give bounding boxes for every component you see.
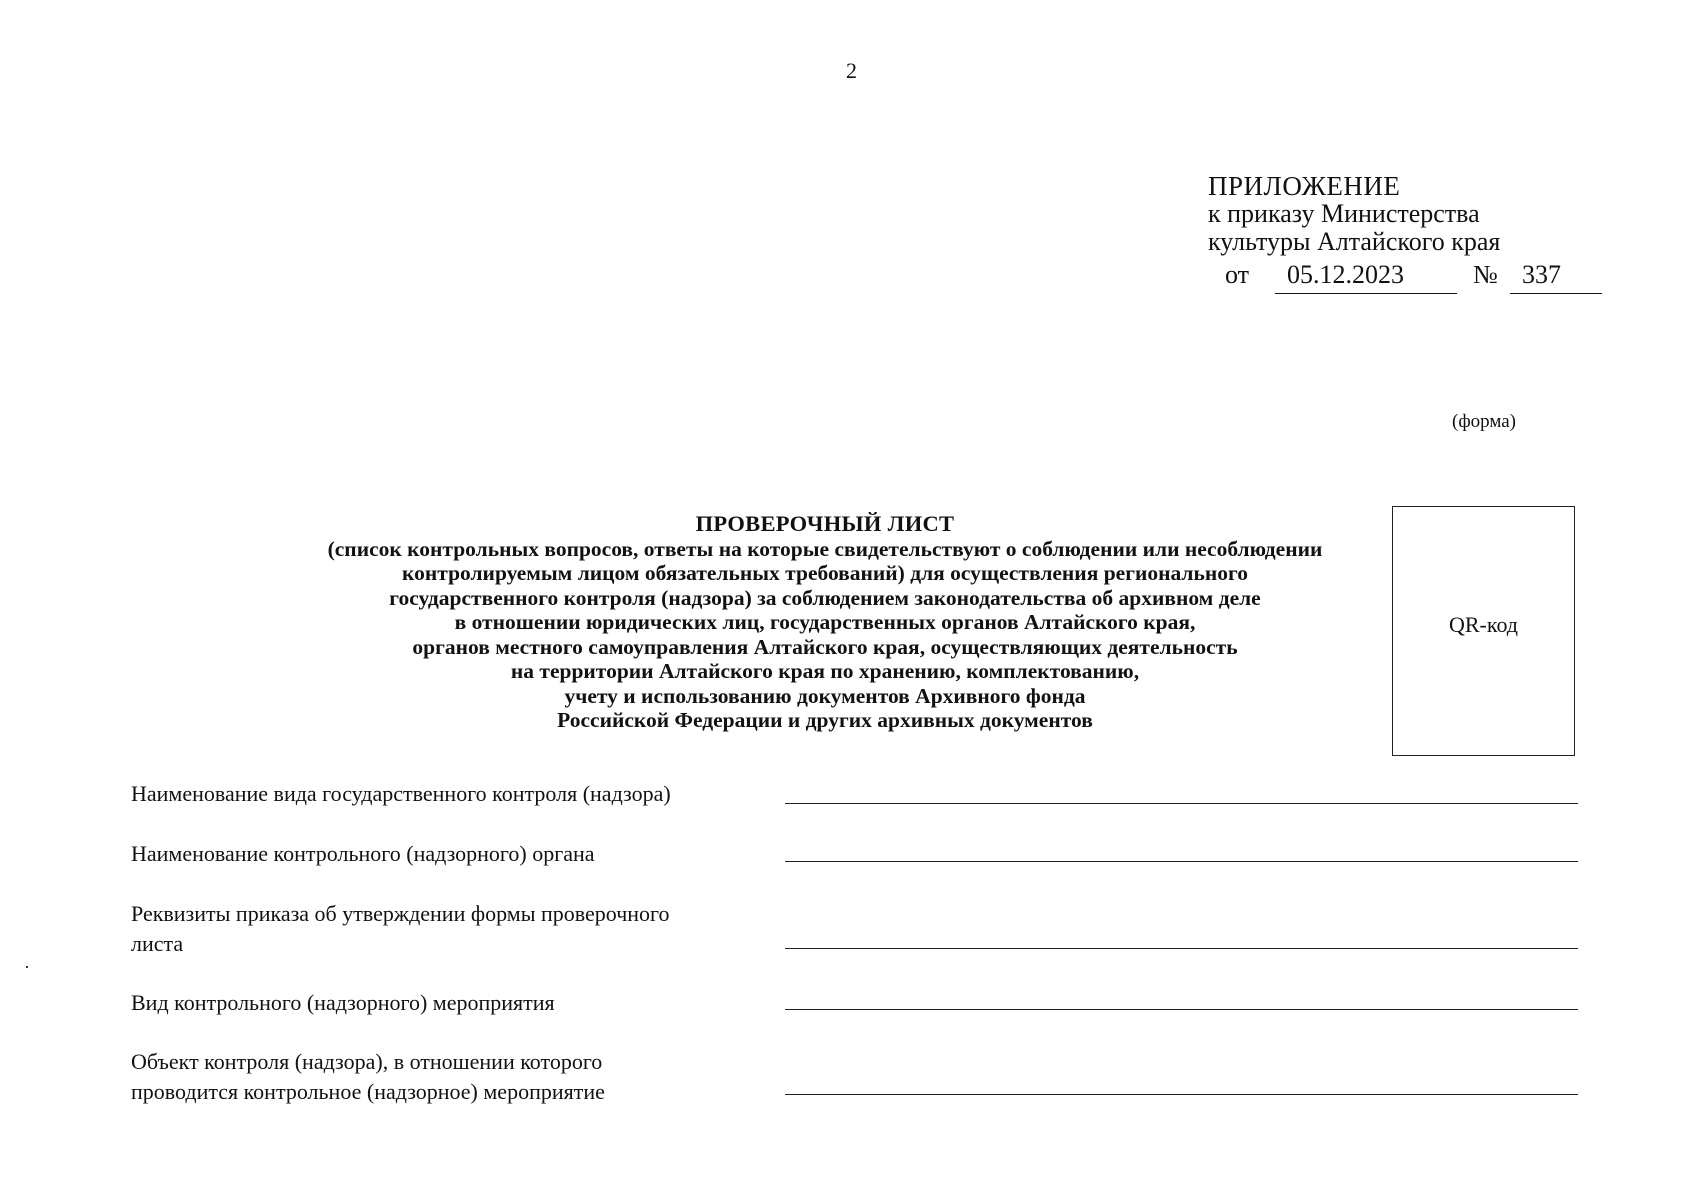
heading-line: (список контрольных вопросов, ответы на которые свидетельствуют о соблюдении или несоблюдении — [327, 536, 1323, 561]
appendix-title: ПРИЛОЖЕНИЕ — [1208, 171, 1401, 201]
field-label: Реквизиты приказа об утверждении формы проверочного — [131, 901, 670, 926]
appendix-line-2: культуры Алтайского края — [1208, 227, 1501, 256]
field-label: Вид контрольного (надзорного) мероприятия — [131, 990, 555, 1015]
appendix-block — [1208, 172, 1500, 256]
field-order-details — [131, 899, 751, 959]
field-event-type-line[interactable] — [785, 1009, 1578, 1010]
field-control-body — [131, 839, 751, 869]
order-number: 337 — [1510, 260, 1602, 294]
appendix-line-1: к приказу Министерства — [1208, 199, 1480, 228]
from-label: от — [1225, 260, 1250, 289]
field-label: Наименование вида государственного контроля (надзора) — [131, 781, 671, 806]
field-event-type — [131, 988, 751, 1018]
field-control-type — [131, 779, 751, 809]
field-control-type-line[interactable] — [785, 803, 1578, 804]
forma-label: (форма) — [1452, 411, 1517, 432]
heading-line: Российской Федерации и других архивных документов — [557, 708, 1093, 732]
field-label: Объект контроля (надзора), в отношении которого — [131, 1049, 603, 1074]
field-control-body-line[interactable] — [785, 861, 1578, 862]
heading-line: в отношении юридических лиц, государственных органов Алтайского края, — [454, 610, 1196, 634]
heading-line: органов местного самоуправления Алтайского края, осуществляющих деятельность — [412, 634, 1238, 659]
qr-code-box — [1392, 506, 1575, 756]
field-control-object — [131, 1047, 751, 1107]
field-label: листа — [131, 931, 184, 956]
field-order-details-line[interactable] — [785, 948, 1578, 949]
page-number: 2 — [846, 58, 857, 83]
heading-line: учету и использованию документов Архивного фонда — [564, 683, 1086, 708]
qr-code-label: QR-код — [1448, 612, 1519, 637]
document-title: ПРОВЕРОЧНЫЙ ЛИСТ — [695, 511, 955, 536]
field-label: Наименование контрольного (надзорного) органа — [131, 841, 595, 866]
order-date: 05.12.2023 — [1275, 260, 1457, 294]
document-heading — [200, 512, 1450, 733]
field-label: проводится контрольное (надзорное) мероприятие — [131, 1079, 605, 1104]
order-date-number — [1225, 260, 1585, 296]
scan-speck — [26, 966, 28, 968]
number-label: № — [1473, 260, 1498, 289]
heading-line: контролируемым лицом обязательных требований) для осуществления регионального — [402, 561, 1248, 585]
field-control-object-line[interactable] — [785, 1094, 1578, 1095]
heading-line: государственного контроля (надзора) за соблюдением законодательства об архивном деле — [389, 585, 1261, 610]
heading-line: на территории Алтайского края по хранению, комплектованию, — [510, 659, 1140, 683]
